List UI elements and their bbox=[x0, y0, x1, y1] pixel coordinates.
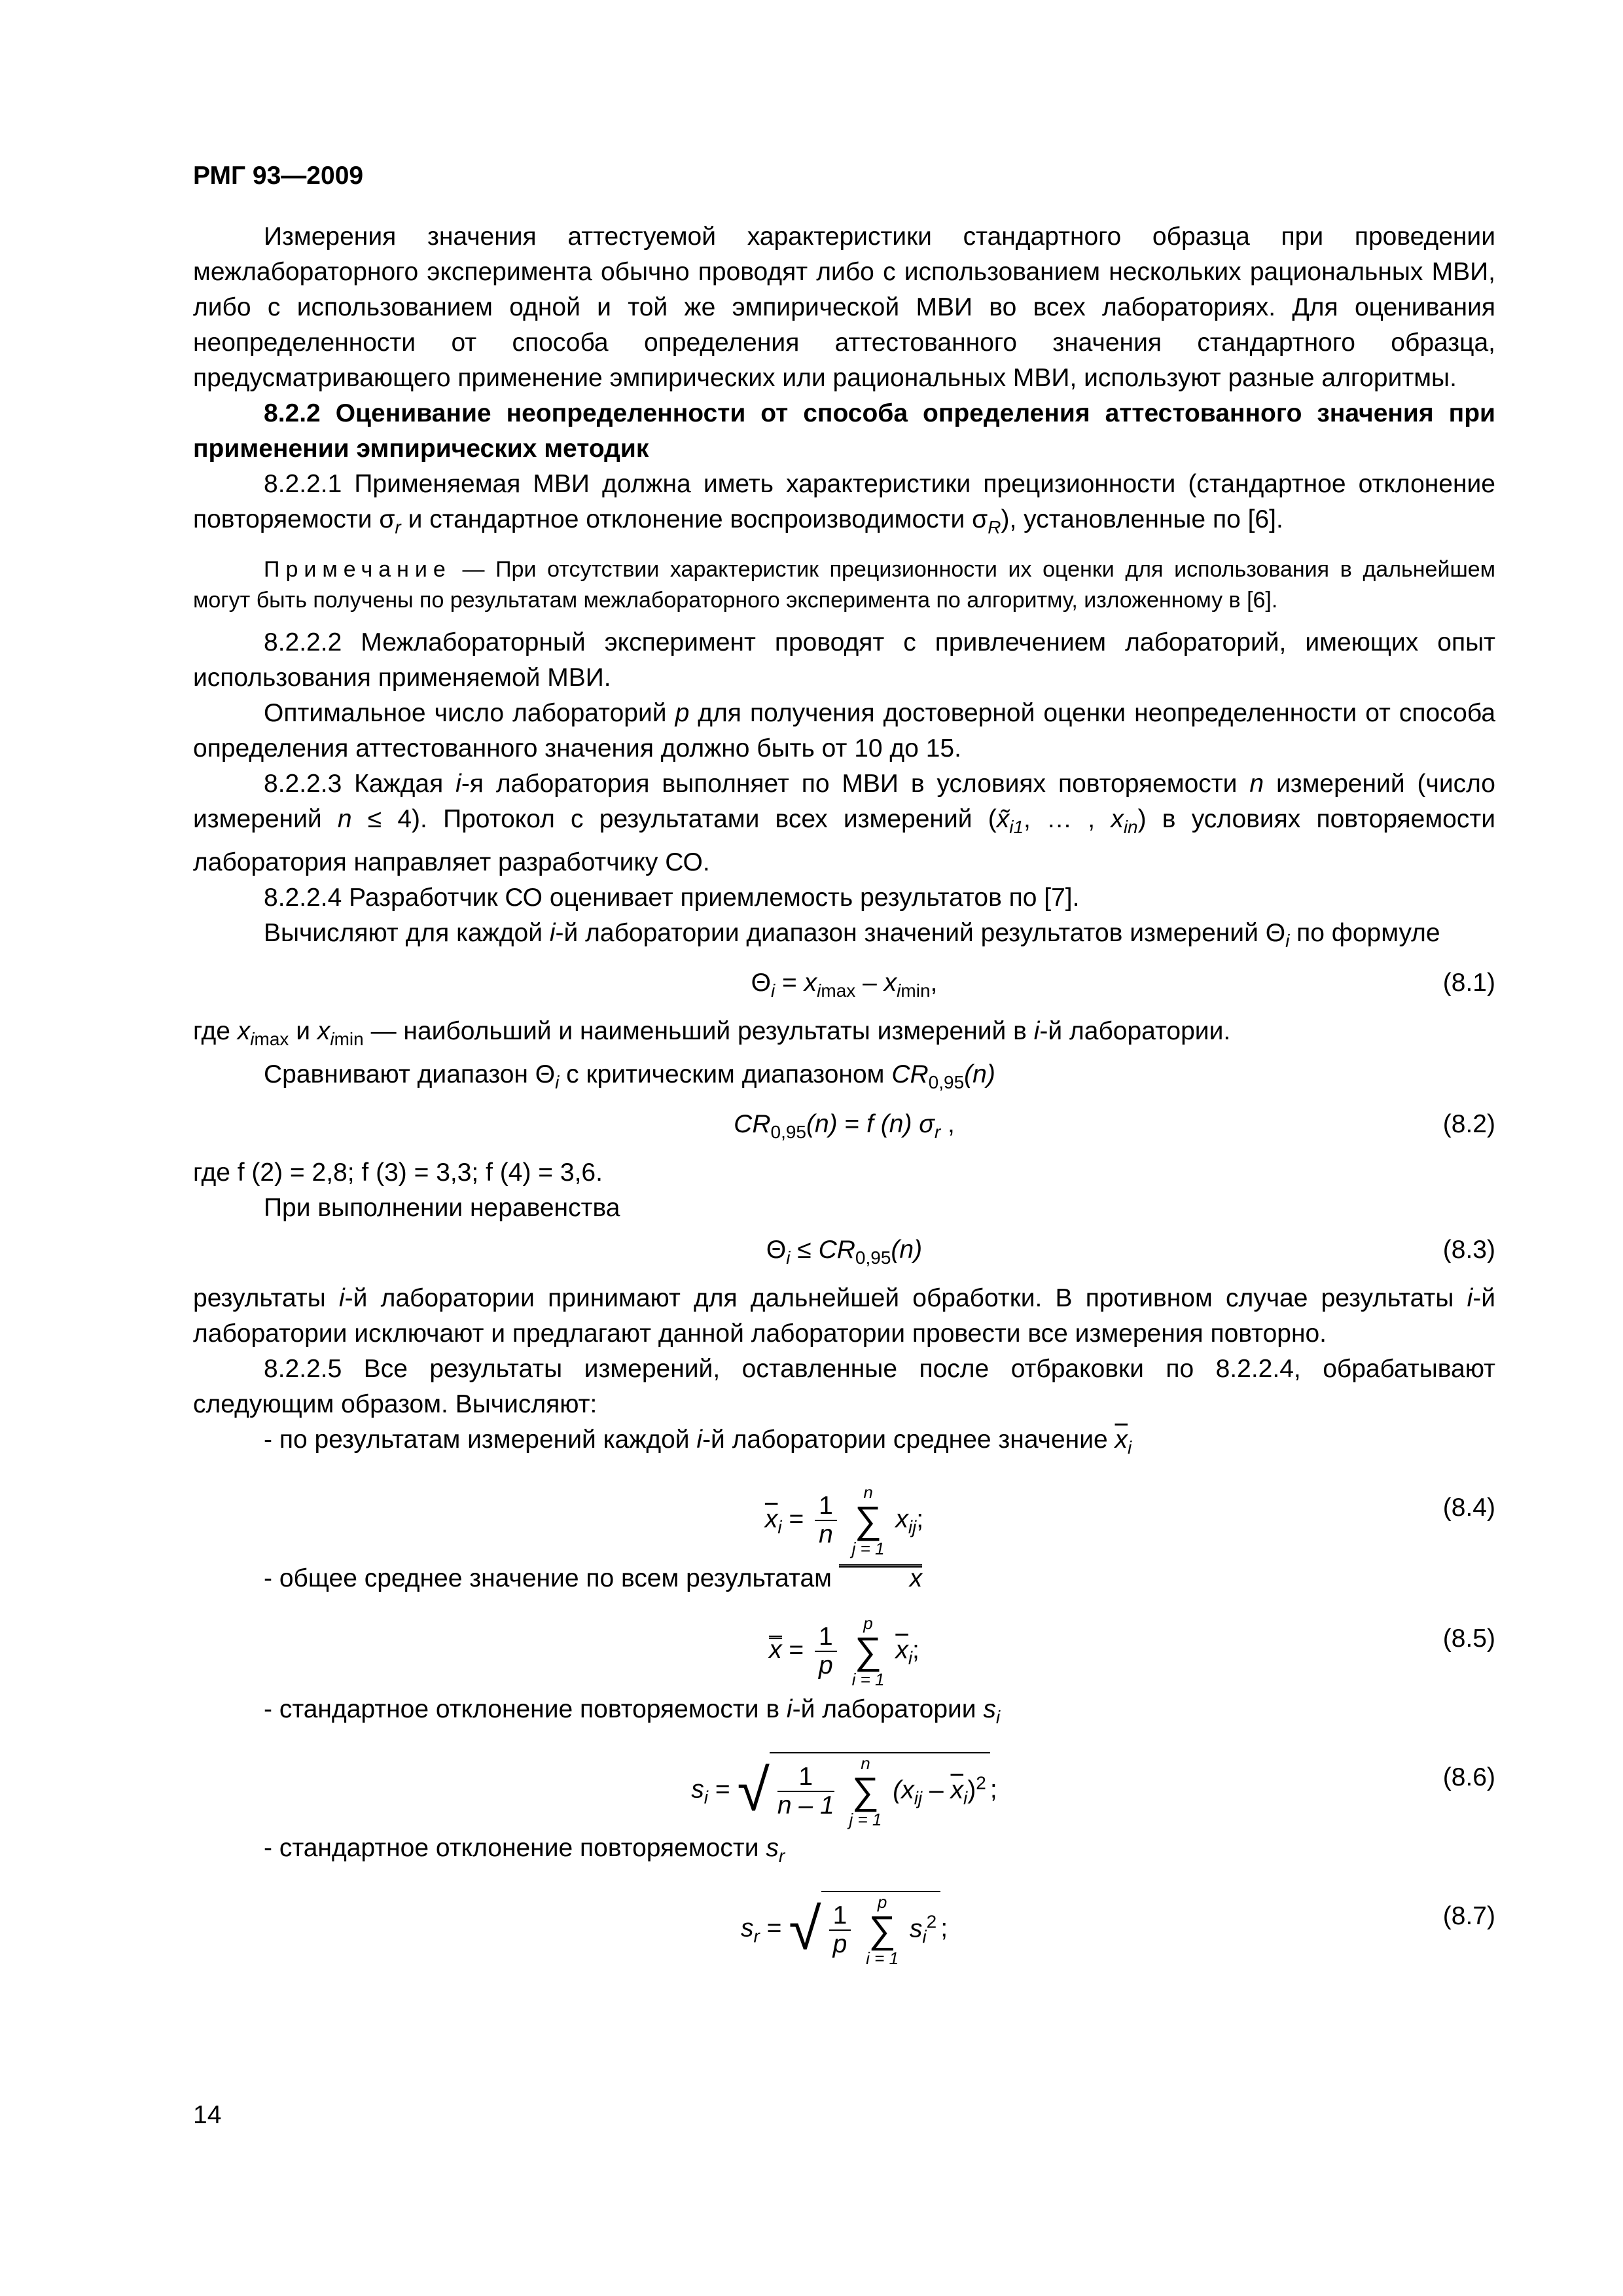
formula-number: (8.2) bbox=[1442, 1110, 1495, 1138]
document-body bbox=[193, 219, 1495, 1969]
section-heading-8-2-2: 8.2.2 Оценивание неопределенности от способа определения аттестованного значения при применении эмпирических методик bbox=[193, 399, 1495, 463]
formula-8-5 bbox=[193, 1596, 1495, 1692]
paragraph-where-xmax: где $x_{imax}$ и $x_{imin}$ — наибольший и наименьший результаты измерений в i-й лаборатории. bbox=[193, 1017, 1231, 1049]
list-item-repeatability-sd: - стандартное отклонение повторяемости $s_r$ bbox=[264, 1834, 785, 1866]
list-item-lab-mean: - по результатам измерений каждой i-й лаборатории среднее значение $\overline{x}_i$ bbox=[264, 1426, 1132, 1458]
formula-expression: $CR_{0,95}(n) = f$ (n) $\sigma_r$ , bbox=[734, 1110, 955, 1142]
formula-expression: x = $\frac{1}{p}$ p ∑ i = 1 $\overline{x}_i$; bbox=[769, 1613, 919, 1689]
formula-8-6 bbox=[193, 1735, 1495, 1831]
formula-number: (8.1) bbox=[1442, 969, 1495, 997]
formula-8-1 bbox=[193, 959, 1495, 1014]
list-item-lab-sd: - стандартное отклонение повторяемости в i-й лаборатории $s_i$ bbox=[264, 1695, 1001, 1727]
formula-expression: $s_i$ = √ $\frac{1}{n - 1}$ n ∑ j = 1 $(x_{ij} - \overline{x}_i)^2$ ; bbox=[691, 1753, 997, 1829]
formula-expression: $\overline{x}_i$ = $\frac{1}{n}$ n ∑ j = 1 $x_{ij}$; bbox=[764, 1482, 924, 1558]
page-number: 14 bbox=[193, 2101, 222, 2129]
formula-number: (8.3) bbox=[1442, 1236, 1495, 1264]
paragraph-where-f: где f (2) = 2,8; f (3) = 3,3; f (4) = 3,6. bbox=[193, 1158, 603, 1187]
document-header: РМГ 93—2009 bbox=[193, 162, 364, 190]
formula-number: (8.4) bbox=[1442, 1494, 1495, 1522]
formula-expression: $s_r$ = √ $\frac{1}{p}$ p ∑ i = 1 $s_i^2$ ; bbox=[740, 1892, 948, 1968]
note-paragraph: Примечание — При отсутствии характеристик прецизионности их оценки для использования в дальнейшем могут быть получены по результатам межлабораторного эксперимента по алгоритму, изложенному в [6]. bbox=[193, 557, 1495, 613]
formula-number: (8.6) bbox=[1442, 1763, 1495, 1791]
paragraph-intro: Измерения значения аттестуемой характеристики стандартного образца при проведении межлабораторного эксперимента обычно проводят либо с использованием нескольких рациональных МВИ, либо с использованием одной и той же эмпирической МВИ во всех лабораториях. Для оценивания неопределенности от способа определения аттестованного значения стандартного образца, предусматривающего применение эмпирических или рациональных МВИ, используют разные алгоритмы. bbox=[193, 223, 1495, 392]
formula-8-7 bbox=[193, 1874, 1495, 1969]
paragraph-8-2-2-5: 8.2.2.5 Все результаты измерений, оставленные после отбраковки по 8.2.2.4, обрабатывают следующим образом. Вычисляют: bbox=[193, 1355, 1495, 1418]
formula-expression: $\Theta_i \le CR_{0,95}(n)$ bbox=[766, 1236, 923, 1268]
paragraph-optimal-labs: Оптимальное число лабораторий p для получения достоверной оценки неопределенности от способа определения аттестованного значения должно быть от 10 до 15. bbox=[193, 699, 1496, 762]
paragraph-8-2-2-4: 8.2.2.4 Разработчик СО оценивает приемлемость результатов по [7]. bbox=[264, 884, 1080, 912]
formula-8-4 bbox=[193, 1465, 1495, 1561]
list-item-grand-mean: - общее среднее значение по всем результатам x bbox=[264, 1564, 923, 1592]
paragraph-inequality-intro: При выполнении неравенства bbox=[264, 1194, 620, 1222]
paragraph-calc-range: Вычисляют для каждой i-й лаборатории диапазон значений результатов измерений $\Theta_i$ по формуле bbox=[264, 919, 1440, 951]
formula-8-3 bbox=[193, 1226, 1495, 1281]
paragraph-results: результаты i-й лаборатории принимают для дальнейшей обработки. В противном случае результаты i-й лаборатории исключают и предлагают данной лаборатории провести все измерения повторно. bbox=[193, 1284, 1496, 1348]
formula-8-2 bbox=[193, 1100, 1495, 1155]
note-label: Примечание bbox=[264, 557, 452, 582]
paragraph-8-2-2-3: 8.2.2.3 Каждая i-я лаборатория выполняет по МВИ в условиях повторяемости n измерений (число измерений n ≤ 4). Протокол с результатами всех измерений ($x̃_{i1}$, … , $x_{in}$) в условиях повторяемости лаборатория направляет разработчику СО. bbox=[193, 770, 1495, 876]
paragraph-compare: Сравнивают диапазон $\Theta_i$ с критическим диапазоном $CR_{0,95}(n)$ bbox=[264, 1060, 995, 1092]
formula-expression: $\Theta_i = x_{imax} - x_{imin}$, bbox=[751, 969, 938, 1001]
formula-number: (8.5) bbox=[1442, 1624, 1495, 1653]
formula-number: (8.7) bbox=[1442, 1902, 1495, 1930]
paragraph-8-2-2-2: 8.2.2.2 Межлабораторный эксперимент проводят с привлечением лабораторий, имеющих опыт использования применяемой МВИ. bbox=[193, 628, 1495, 692]
paragraph-8-2-2-1: 8.2.2.1 Применяемая МВИ должна иметь характеристики прецизионности (стандартное отклонение повторяемости $\sigma_r$ и стандартное отклонение воспроизводимости $\sigma_R$), установленные по [6]. bbox=[193, 470, 1495, 537]
